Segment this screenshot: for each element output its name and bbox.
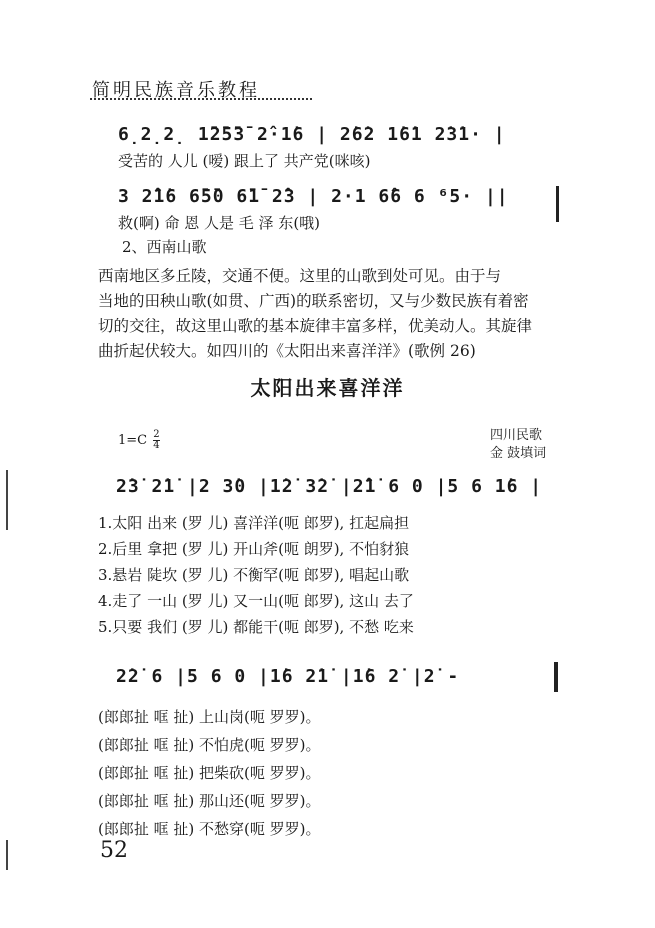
page-number: 52 [100,838,128,863]
verse-5-line2: (郎郎扯 哐 扯) 不愁穿(呃 罗罗)。 [98,820,321,838]
example-line1-notation: 6̣2̣2̣ 1̄2̄5̄3̄ 2̂·1̇6 | 2̇6̇2 1̇6̇1 2̇3̇1· | [118,124,506,145]
scan-edge-mark [6,470,8,530]
example-line1-lyrics: 受苦的 人儿 (嗳) 跟上了 共产党(咪咳) [118,152,371,170]
final-barline [556,186,559,222]
song-lyricist: 金 鼓填词 [490,446,547,461]
verse-4-line2: (郎郎扯 哐 扯) 那山还(呃 罗罗)。 [98,792,321,810]
example-line2-notation: 3 2̂1̇6 6̄5̄0 6̄1̄ 2̂3 | 2·1 6̂6 6 ⁶5· || [118,186,509,207]
verse-4-line1: 4.走了 一山 (罗 儿) 又一山(呃 郎罗), 这山 去了 [98,592,414,610]
time-signature-top: 2 [153,429,160,440]
verse-1-line2: (郎郎扯 哐 扯) 上山岗(呃 罗罗)。 [98,708,321,726]
staff2-notation: 2̇2̇ 6 |5 6 0 |1̇6 2̇1̇ |1̇6 2̇ |2̇ - [116,666,460,687]
paragraph-line-4: 曲折起伏较大。如四川的《太阳出来喜洋洋》(歌例 26) [98,342,476,360]
song-source: 四川民歌 [490,428,543,443]
verse-3-line2: (郎郎扯 哐 扯) 把柴砍(呃 罗罗)。 [98,764,321,782]
example-line2-lyrics: 救(啊) 命 恩 人是 毛 泽 东(哦) [118,214,321,232]
paragraph-line-2: 当地的田秧山歌(如贯、广西)的联系密切，又与少数民族有着密 [98,292,529,310]
section-heading: 2、西南山歌 [122,238,207,256]
key-label: 1=C [118,433,148,448]
verse-2-line2: (郎郎扯 哐 扯) 不怕虎(呃 罗罗)。 [98,736,321,754]
paragraph-line-3: 切的交往，故这里山歌的基本旋律丰富多样，优美动人。其旋律 [98,317,533,335]
time-signature [153,430,159,451]
scan-edge-mark-lower [6,840,8,870]
key-signature [118,430,160,451]
verse-3-line1: 3.悬岩 陡坎 (罗 儿) 不衡罕(呃 郎罗), 唱起山歌 [98,566,410,584]
verse-5-line1: 5.只要 我们 (罗 儿) 都能干(呃 郎罗), 不愁 吃来 [98,618,414,636]
paragraph-line-1: 西南地区多丘陵，交通不便。这里的山歌到处可见。由于与 [98,267,502,285]
time-signature-bottom: 4 [153,440,160,451]
verse-2-line1: 2.后里 拿把 (罗 儿) 开山斧(呃 朗罗), 不怕豺狼 [98,540,410,558]
staff1-notation: 2̇3̇ 2̇1̇ |2 3̇0 |1̇2̇ 3̇2̇ |2̂1̇ 6 0 |5 6 1̇6 | [116,476,543,497]
song-final-barline [554,662,558,692]
running-header: 简明民族音乐教程 [92,80,260,101]
verse-1-line1: 1.太阳 出来 (罗 儿) 喜洋洋(呃 郎罗), 扛起扁担 [98,514,410,532]
header-dotted-rule [90,98,312,100]
song-title: 太阳出来喜洋洋 [250,376,405,400]
